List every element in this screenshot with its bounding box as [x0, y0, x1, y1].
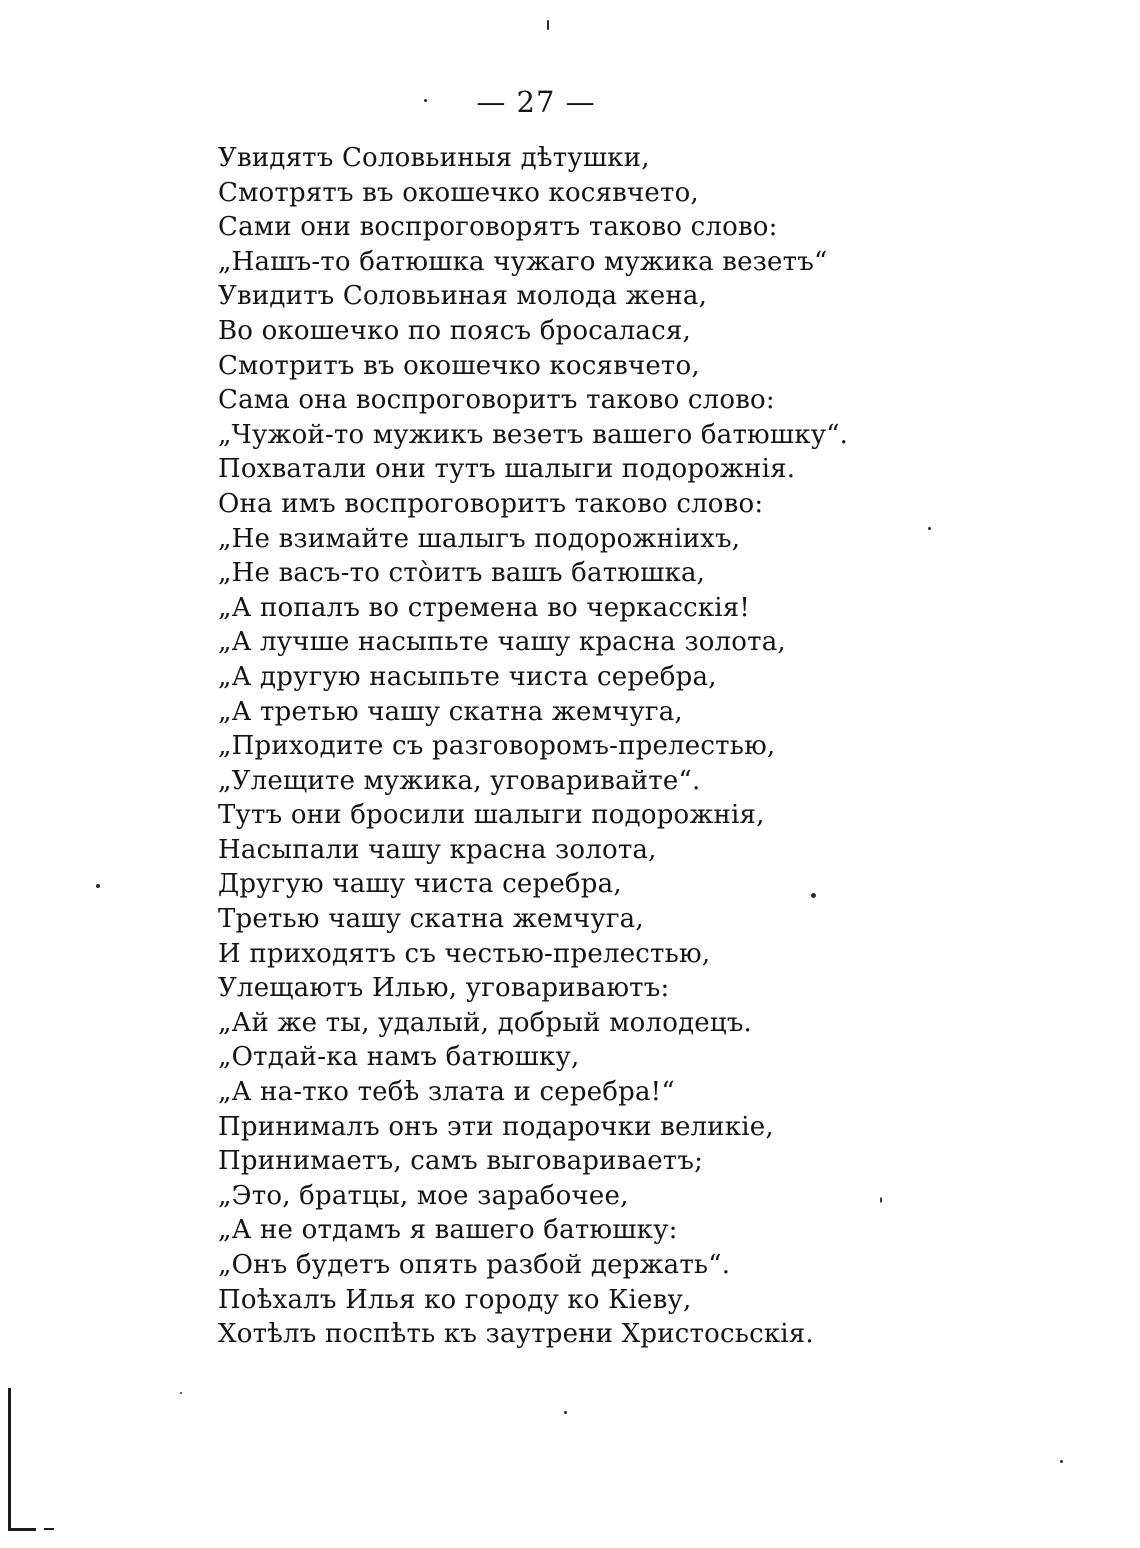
verse-line: „Чужой-то мужикъ везетъ вашего батюшку“. — [218, 419, 849, 450]
edge-mark — [8, 1388, 11, 1530]
verse-line: „А не отдамъ я вашего батюшку: — [218, 1215, 678, 1246]
verse-line: „Улещите мужика, уговаривайте“. — [218, 765, 701, 796]
verse-line: „Онъ будетъ опять разбой держать“. — [218, 1250, 731, 1280]
verse-line: Смотритъ въ окошечко косявчето, — [218, 350, 700, 381]
verse-line: „Это, братцы, мое зарабочее, — [218, 1180, 629, 1211]
verse-line: „Не васъ-то стòитъ вашъ батюшка, — [218, 558, 706, 589]
verse-line: „Приходите съ разговоромъ-прелестью, — [218, 731, 776, 762]
verse-line: „А третью чашу скатна жемчуга, — [218, 696, 683, 727]
verse-line: „А попалъ во стремена во черкасскія! — [218, 592, 751, 623]
verse-line: Сама она воспроговоритъ таково слово: — [218, 385, 775, 416]
verse-text — [218, 141, 848, 1352]
scan-speck — [96, 884, 100, 888]
verse-line: Принимаетъ, самъ выговариваетъ; — [218, 1146, 704, 1177]
verse-line: „А лучше насыпьте чашу красна золота, — [218, 627, 786, 658]
verse-line: Во окошечко по поясъ бросалася, — [218, 315, 691, 346]
verse-line: Третью чашу скатна жемчуга, — [218, 904, 644, 935]
scan-speck — [928, 527, 931, 530]
scan-speck — [180, 1392, 182, 1394]
scan-speck — [424, 99, 427, 102]
edge-mark — [44, 1528, 54, 1530]
verse-line: „Отдай-ка намъ батюшку, — [218, 1042, 580, 1073]
verse-line: Улещаютъ Илью, уговариваютъ: — [218, 973, 670, 1004]
scan-speck — [811, 893, 816, 898]
verse-line: „А на-тко тебѣ злата и серебра!“ — [218, 1077, 675, 1108]
verse-line: И приходятъ съ честью-прелестью, — [218, 938, 711, 969]
verse-line: Хотѣлъ поспѣть къ заутрени Христосьскія. — [218, 1319, 814, 1350]
scan-speck — [880, 1197, 882, 1203]
verse-line: Поѣхалъ Илья ко городу ко Кіеву, — [218, 1284, 692, 1315]
verse-line: Она имъ воспроговоритъ таково слово: — [218, 488, 764, 519]
verse-line: „А другую насыпьте чиста серебра, — [218, 661, 717, 692]
verse-line: Другую чашу чиста серебра, — [218, 869, 622, 900]
verse-line: Насыпали чашу красна золота, — [218, 834, 657, 865]
verse-line: Тутъ они бросили шалыги подорожнія, — [218, 800, 765, 831]
verse-line: Увидятъ Соловьиныя дѣтушки, — [218, 143, 650, 173]
verse-line: Смотрятъ въ окошечко косявчето, — [218, 177, 699, 208]
verse-line: Принималъ онъ эти подарочки великіе, — [218, 1111, 774, 1142]
verse-line: „Ай же ты, удалый, добрый молодецъ. — [218, 1007, 753, 1038]
verse-line: Сами они воспроговорятъ таково слово: — [218, 212, 778, 243]
scan-speck — [547, 20, 549, 30]
page-number: — 27 — — [476, 85, 596, 119]
verse-line: Увидитъ Соловьиная молода жена, — [218, 281, 708, 312]
scan-speck — [564, 1411, 567, 1414]
verse-line: „Нашъ-то батюшка чужаго мужика везетъ“ — [218, 246, 828, 277]
verse-line: „Не взимайте шалыгъ подорожніихъ, — [218, 523, 741, 554]
verse-line: Похватали они тутъ шалыги подорожнія. — [218, 454, 796, 485]
scan-speck — [1060, 1460, 1063, 1463]
edge-mark — [8, 1528, 36, 1531]
